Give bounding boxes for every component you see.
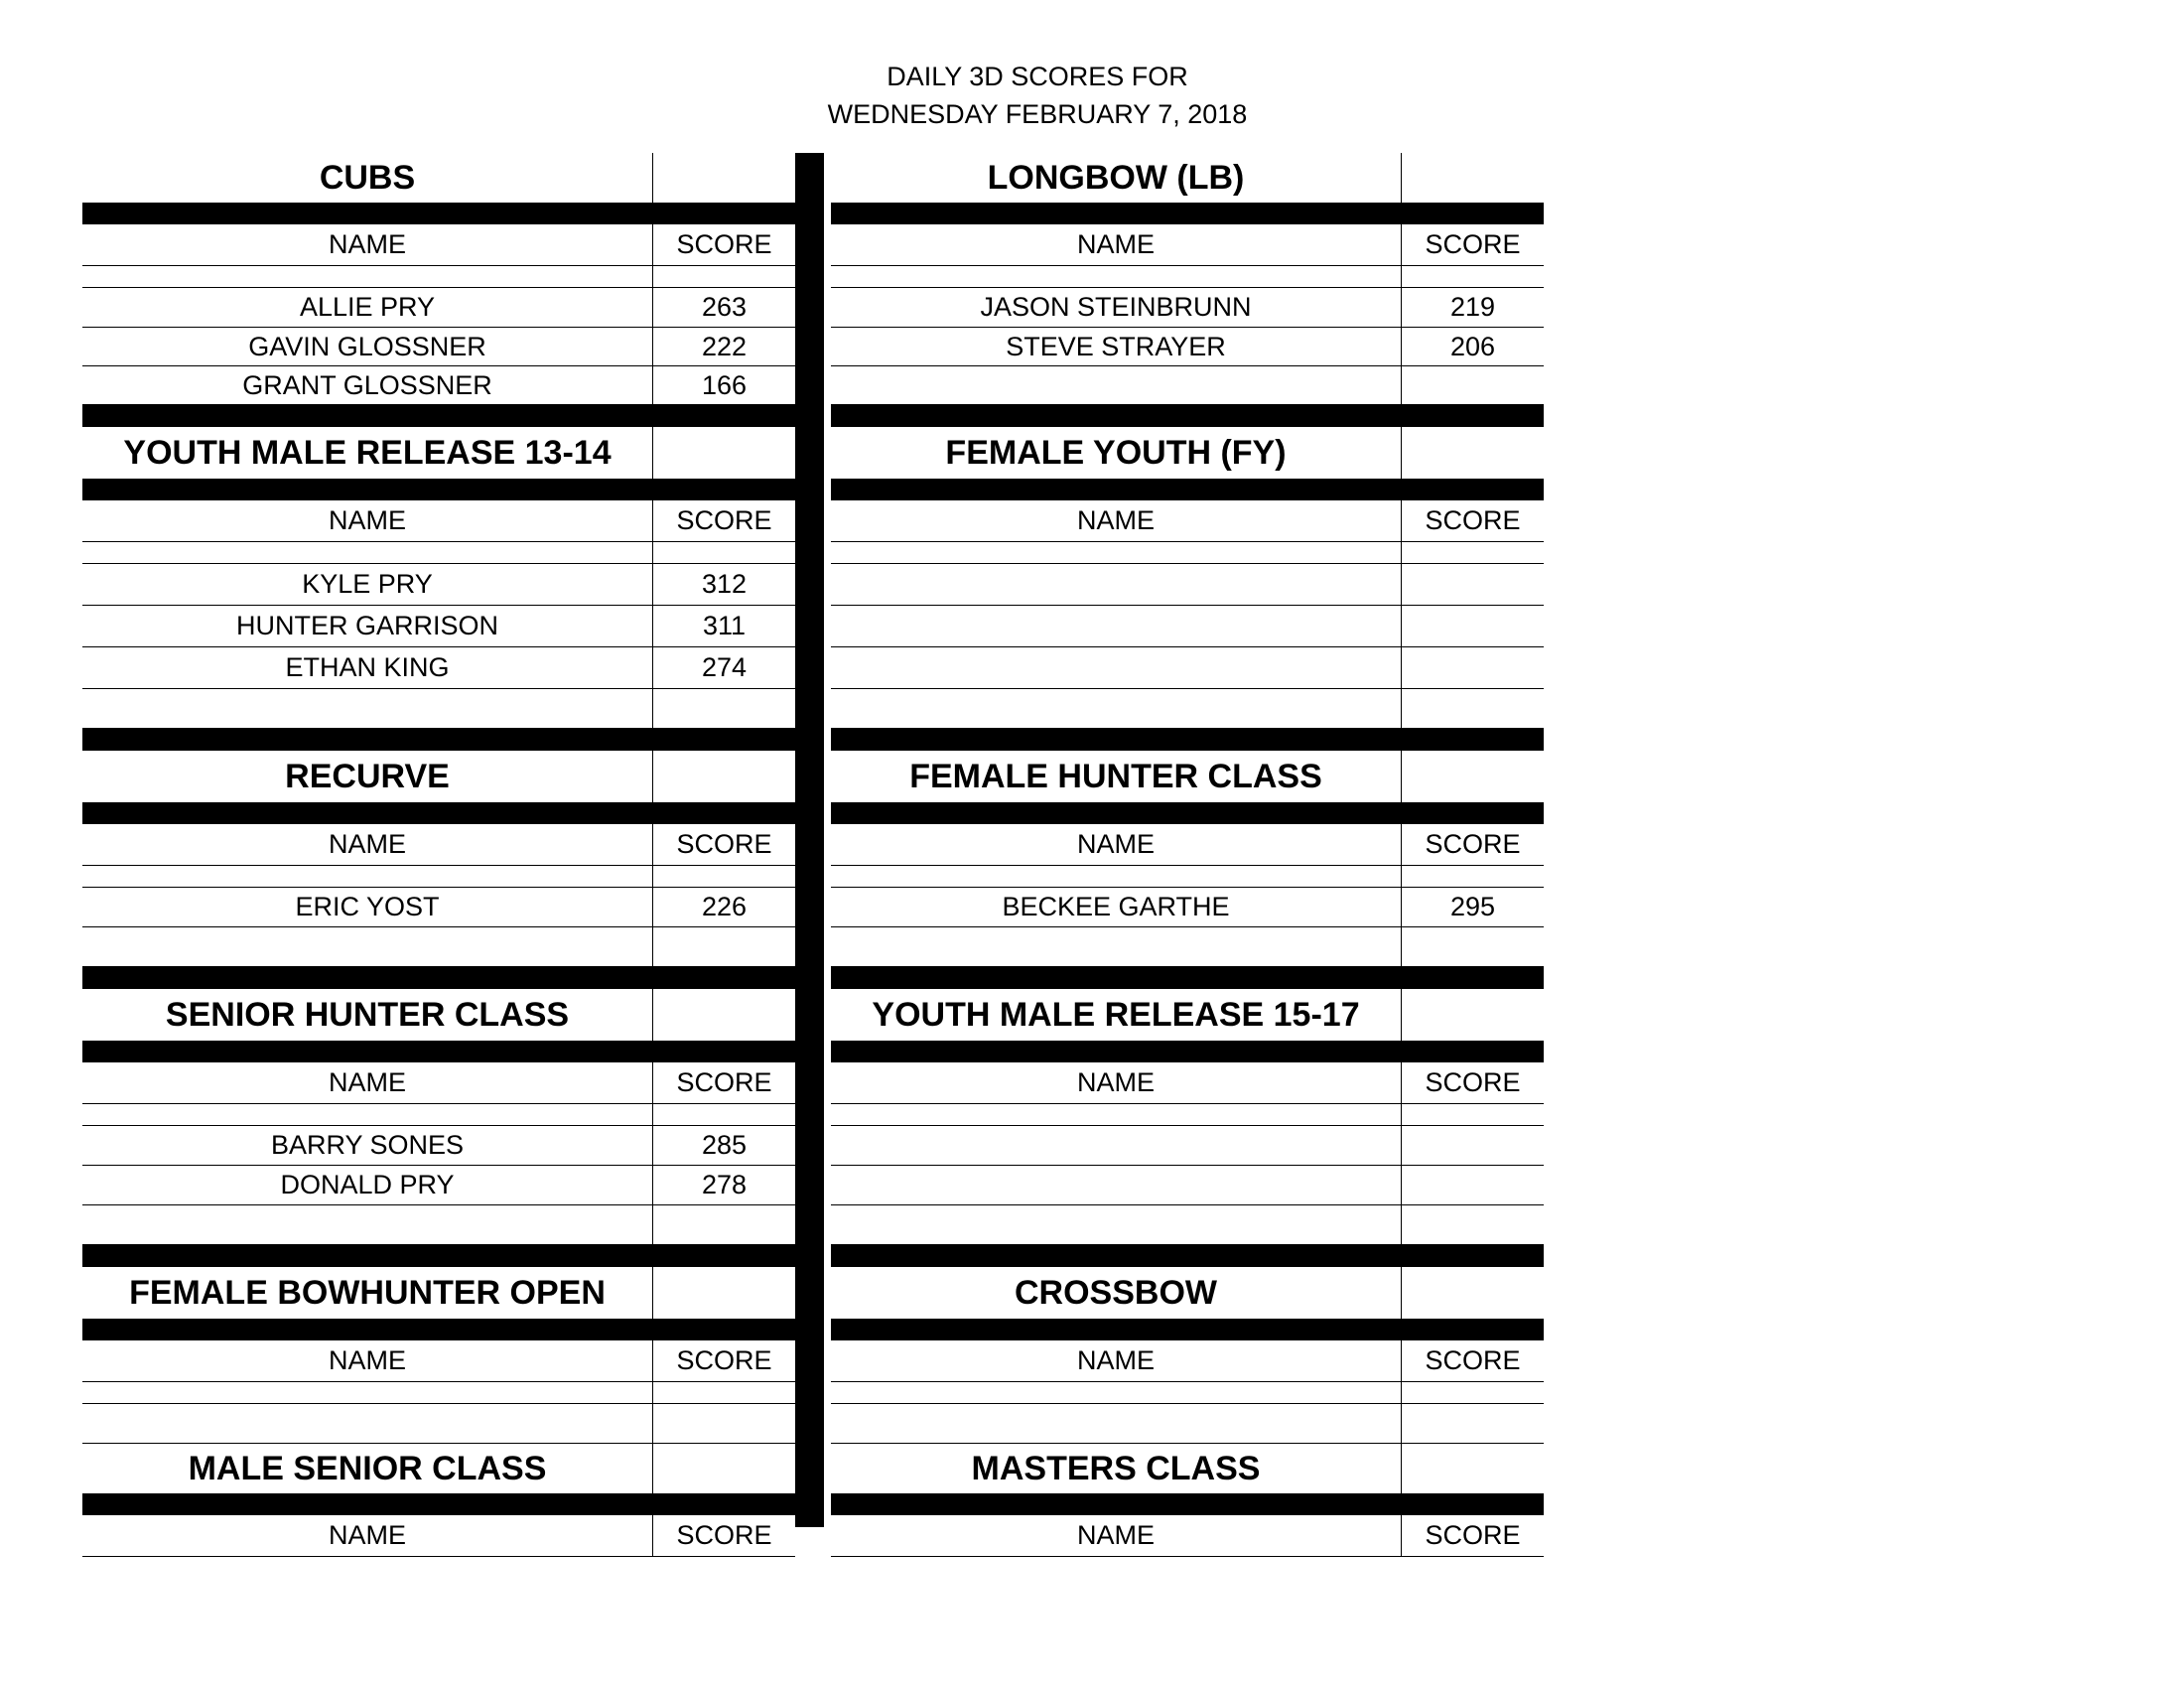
archer-score xyxy=(1401,927,1544,966)
score-column-header: SCORE xyxy=(652,224,795,265)
archer-score: 219 xyxy=(1401,288,1544,327)
section-title-score-cell xyxy=(1401,427,1544,479)
section-title-score-cell xyxy=(652,427,795,479)
section-title-row xyxy=(82,751,795,802)
name-column-header: NAME xyxy=(1076,229,1155,259)
archer-score: 285 xyxy=(652,1126,795,1165)
column-header-row xyxy=(831,500,1544,542)
score-column-header: SCORE xyxy=(1401,824,1544,865)
archer-score xyxy=(1401,1126,1544,1165)
archer-name xyxy=(831,1166,1401,1204)
archer-score xyxy=(1401,647,1544,688)
name-column-header: NAME xyxy=(328,1520,406,1550)
section-title-row xyxy=(82,1267,795,1319)
blank-row xyxy=(82,266,795,288)
blank-name-cell xyxy=(82,866,652,887)
archer-name: STEVE STRAYER xyxy=(1006,331,1226,361)
section-title-score-cell xyxy=(652,989,795,1041)
archer-name: JASON STEINBRUNN xyxy=(980,292,1252,322)
section-title: YOUTH MALE RELEASE 15-17 xyxy=(872,995,1360,1034)
section-end-bar xyxy=(831,1245,1544,1267)
table-row xyxy=(82,1205,795,1245)
archer-score: 166 xyxy=(652,366,795,404)
archer-name: BARRY SONES xyxy=(270,1130,465,1160)
section-male-senior-class xyxy=(82,1444,795,1557)
blank-score-cell xyxy=(1401,1382,1544,1403)
section-title-score-cell xyxy=(1401,153,1544,203)
score-column-header: SCORE xyxy=(1401,1515,1544,1556)
blank-score-cell xyxy=(652,542,795,563)
section-end-bar xyxy=(831,967,1544,989)
score-column-header: SCORE xyxy=(1401,1062,1544,1103)
section-title-row xyxy=(831,751,1544,802)
archer-name xyxy=(831,1404,1401,1443)
blank-score-cell xyxy=(1401,266,1544,287)
archer-name xyxy=(831,927,1401,966)
table-row xyxy=(82,689,795,729)
section-title-row xyxy=(82,989,795,1041)
section-separator-bar xyxy=(82,1319,795,1340)
section-female-bowhunter-open xyxy=(82,1267,795,1444)
archer-name: ERIC YOST xyxy=(295,892,440,921)
name-column-header: NAME xyxy=(328,1067,406,1097)
left-column xyxy=(82,153,795,1557)
archer-name xyxy=(831,1126,1401,1165)
section-youth-male-release-13-14 xyxy=(82,427,795,751)
name-column-header: NAME xyxy=(328,505,406,535)
section-title: YOUTH MALE RELEASE 13-14 xyxy=(123,433,612,472)
archer-score: 226 xyxy=(652,888,795,926)
blank-row xyxy=(831,266,1544,288)
column-header-row xyxy=(831,824,1544,866)
archer-name: ALLIE PRY xyxy=(299,292,436,322)
table-row xyxy=(82,328,795,366)
score-column-header: SCORE xyxy=(652,824,795,865)
table-row xyxy=(831,1166,1544,1205)
table-row xyxy=(831,288,1544,328)
section-separator-bar xyxy=(831,203,1544,224)
table-row xyxy=(831,366,1544,405)
archer-score xyxy=(1401,366,1544,404)
blank-name-cell xyxy=(831,1104,1401,1125)
table-row xyxy=(82,1404,795,1444)
archer-name xyxy=(831,689,1401,728)
section-end-bar xyxy=(82,405,795,427)
blank-score-cell xyxy=(1401,542,1544,563)
section-title: MASTERS CLASS xyxy=(971,1449,1261,1487)
table-row xyxy=(82,888,795,927)
section-separator-bar xyxy=(82,479,795,500)
archer-score: 295 xyxy=(1401,888,1544,926)
archer-name xyxy=(82,689,652,728)
name-column-header: NAME xyxy=(1076,505,1155,535)
blank-name-cell xyxy=(831,542,1401,563)
score-column-header: SCORE xyxy=(652,1515,795,1556)
section-female-hunter-class xyxy=(831,751,1544,989)
name-column-header: NAME xyxy=(1076,1520,1155,1550)
name-column-header: NAME xyxy=(1076,1067,1155,1097)
archer-name xyxy=(831,647,1401,688)
column-header-row xyxy=(82,824,795,866)
section-title-score-cell xyxy=(652,1267,795,1319)
section-title-row xyxy=(82,427,795,479)
blank-row xyxy=(82,542,795,564)
blank-name-cell xyxy=(831,1382,1401,1403)
section-separator-bar xyxy=(831,1319,1544,1340)
section-title-row xyxy=(831,989,1544,1041)
table-row xyxy=(82,647,795,689)
table-row xyxy=(831,689,1544,729)
section-title-row xyxy=(82,153,795,203)
section-title: CUBS xyxy=(319,158,416,197)
archer-name xyxy=(82,1205,652,1244)
archer-score: 206 xyxy=(1401,328,1544,365)
archer-score: 311 xyxy=(652,606,795,646)
column-header-row xyxy=(831,1340,1544,1382)
score-column-header: SCORE xyxy=(652,500,795,541)
section-title: SENIOR HUNTER CLASS xyxy=(165,995,570,1034)
section-separator-bar xyxy=(831,1493,1544,1515)
column-header-row xyxy=(831,1515,1544,1557)
archer-name xyxy=(831,564,1401,605)
name-column-header: NAME xyxy=(328,829,406,859)
archer-score xyxy=(652,1205,795,1244)
archer-score: 274 xyxy=(652,647,795,688)
section-separator-bar xyxy=(831,1041,1544,1062)
blank-row xyxy=(831,1382,1544,1404)
section-title-score-cell xyxy=(652,153,795,203)
archer-name xyxy=(831,606,1401,646)
blank-score-cell xyxy=(652,1382,795,1403)
blank-score-cell xyxy=(652,1104,795,1125)
table-row xyxy=(82,1166,795,1205)
archer-score: 222 xyxy=(652,328,795,365)
section-title: FEMALE HUNTER CLASS xyxy=(909,757,1322,795)
section-title-row xyxy=(831,427,1544,479)
section-separator-bar xyxy=(82,802,795,824)
section-masters-class xyxy=(831,1444,1544,1557)
table-row xyxy=(831,1126,1544,1166)
section-title: CROSSBOW xyxy=(1015,1273,1217,1312)
blank-row xyxy=(82,1104,795,1126)
section-title: FEMALE BOWHUNTER OPEN xyxy=(129,1273,606,1312)
section-cubs xyxy=(82,153,795,427)
section-title-score-cell xyxy=(1401,1267,1544,1319)
section-separator-bar xyxy=(82,1493,795,1515)
column-header-row xyxy=(831,224,1544,266)
archer-score xyxy=(1401,1166,1544,1204)
column-header-row xyxy=(82,500,795,542)
title-line-2: WEDNESDAY FEBRUARY 7, 2018 xyxy=(827,99,1248,129)
archer-score xyxy=(1401,1205,1544,1244)
archer-name xyxy=(82,1404,652,1443)
section-end-bar xyxy=(82,1245,795,1267)
archer-name: GAVIN GLOSSNER xyxy=(248,331,486,361)
archer-score: 278 xyxy=(652,1166,795,1204)
archer-name: ETHAN KING xyxy=(285,652,450,682)
right-column xyxy=(831,153,1544,1557)
blank-score-cell xyxy=(1401,866,1544,887)
archer-score xyxy=(1401,564,1544,605)
section-separator-bar xyxy=(831,802,1544,824)
section-title-score-cell xyxy=(1401,989,1544,1041)
page-title xyxy=(0,58,2075,133)
archer-score xyxy=(652,1404,795,1443)
archer-name: HUNTER GARRISON xyxy=(235,611,498,640)
center-divider xyxy=(795,153,824,1527)
name-column-header: NAME xyxy=(328,1345,406,1375)
table-row xyxy=(82,366,795,405)
table-row xyxy=(831,564,1544,606)
name-column-header: NAME xyxy=(1076,829,1155,859)
table-row xyxy=(831,647,1544,689)
blank-name-cell xyxy=(82,266,652,287)
section-longbow-lb xyxy=(831,153,1544,427)
section-title-score-cell xyxy=(1401,1444,1544,1493)
archer-name: DONALD PRY xyxy=(280,1170,455,1199)
section-title-row xyxy=(831,1267,1544,1319)
blank-score-cell xyxy=(652,866,795,887)
table-row xyxy=(831,927,1544,967)
table-row xyxy=(831,328,1544,366)
table-row xyxy=(831,888,1544,927)
blank-row xyxy=(831,866,1544,888)
section-title-score-cell xyxy=(652,751,795,802)
column-header-row xyxy=(82,224,795,266)
section-title-row xyxy=(831,1444,1544,1493)
section-end-bar xyxy=(831,729,1544,751)
archer-score: 263 xyxy=(652,288,795,327)
table-row xyxy=(831,1205,1544,1245)
section-separator-bar xyxy=(82,1041,795,1062)
blank-name-cell xyxy=(831,866,1401,887)
title-line-1: DAILY 3D SCORES FOR xyxy=(887,62,1188,91)
table-row xyxy=(82,564,795,606)
blank-row xyxy=(831,1104,1544,1126)
section-title: RECURVE xyxy=(285,757,450,795)
score-column-header: SCORE xyxy=(1401,1340,1544,1381)
table-row xyxy=(831,1404,1544,1444)
blank-row xyxy=(82,1382,795,1404)
section-title: MALE SENIOR CLASS xyxy=(188,1449,547,1487)
section-end-bar xyxy=(82,967,795,989)
blank-name-cell xyxy=(831,266,1401,287)
blank-name-cell xyxy=(82,1382,652,1403)
archer-name xyxy=(831,1205,1401,1244)
column-header-row xyxy=(82,1062,795,1104)
table-row xyxy=(82,606,795,647)
section-title-score-cell xyxy=(652,1444,795,1493)
section-title: LONGBOW (LB) xyxy=(987,158,1245,197)
section-separator-bar xyxy=(831,479,1544,500)
score-column-header: SCORE xyxy=(1401,500,1544,541)
section-end-bar xyxy=(82,729,795,751)
blank-score-cell xyxy=(652,266,795,287)
score-column-header: SCORE xyxy=(652,1340,795,1381)
table-row xyxy=(82,927,795,967)
archer-name: GRANT GLOSSNER xyxy=(242,369,492,400)
table-row xyxy=(82,288,795,328)
blank-row xyxy=(831,542,1544,564)
column-header-row xyxy=(831,1062,1544,1104)
section-senior-hunter-class xyxy=(82,989,795,1267)
section-end-bar xyxy=(831,405,1544,427)
archer-name xyxy=(82,927,652,966)
score-column-header: SCORE xyxy=(1401,224,1544,265)
section-title-row xyxy=(82,1444,795,1493)
archer-name: KYLE PRY xyxy=(302,569,433,599)
section-separator-bar xyxy=(82,203,795,224)
blank-score-cell xyxy=(1401,1104,1544,1125)
table-row xyxy=(82,1126,795,1166)
table-row xyxy=(831,606,1544,647)
archer-name xyxy=(831,366,1401,404)
archer-score xyxy=(652,927,795,966)
section-title-score-cell xyxy=(1401,751,1544,802)
archer-score xyxy=(1401,689,1544,728)
archer-score xyxy=(1401,1404,1544,1443)
column-header-row xyxy=(82,1515,795,1557)
archer-score xyxy=(1401,606,1544,646)
section-title: FEMALE YOUTH (FY) xyxy=(945,433,1287,472)
column-header-row xyxy=(82,1340,795,1382)
archer-score: 312 xyxy=(652,564,795,605)
section-youth-male-release-15-17 xyxy=(831,989,1544,1267)
name-column-header: NAME xyxy=(1076,1345,1155,1375)
archer-score xyxy=(652,689,795,728)
score-column-header: SCORE xyxy=(652,1062,795,1103)
archer-name: BECKEE GARTHE xyxy=(1002,892,1230,921)
section-crossbow xyxy=(831,1267,1544,1444)
blank-name-cell xyxy=(82,1104,652,1125)
blank-row xyxy=(82,866,795,888)
name-column-header: NAME xyxy=(328,229,406,259)
section-recurve xyxy=(82,751,795,989)
section-female-youth-fy xyxy=(831,427,1544,751)
section-title-row xyxy=(831,153,1544,203)
blank-name-cell xyxy=(82,542,652,563)
